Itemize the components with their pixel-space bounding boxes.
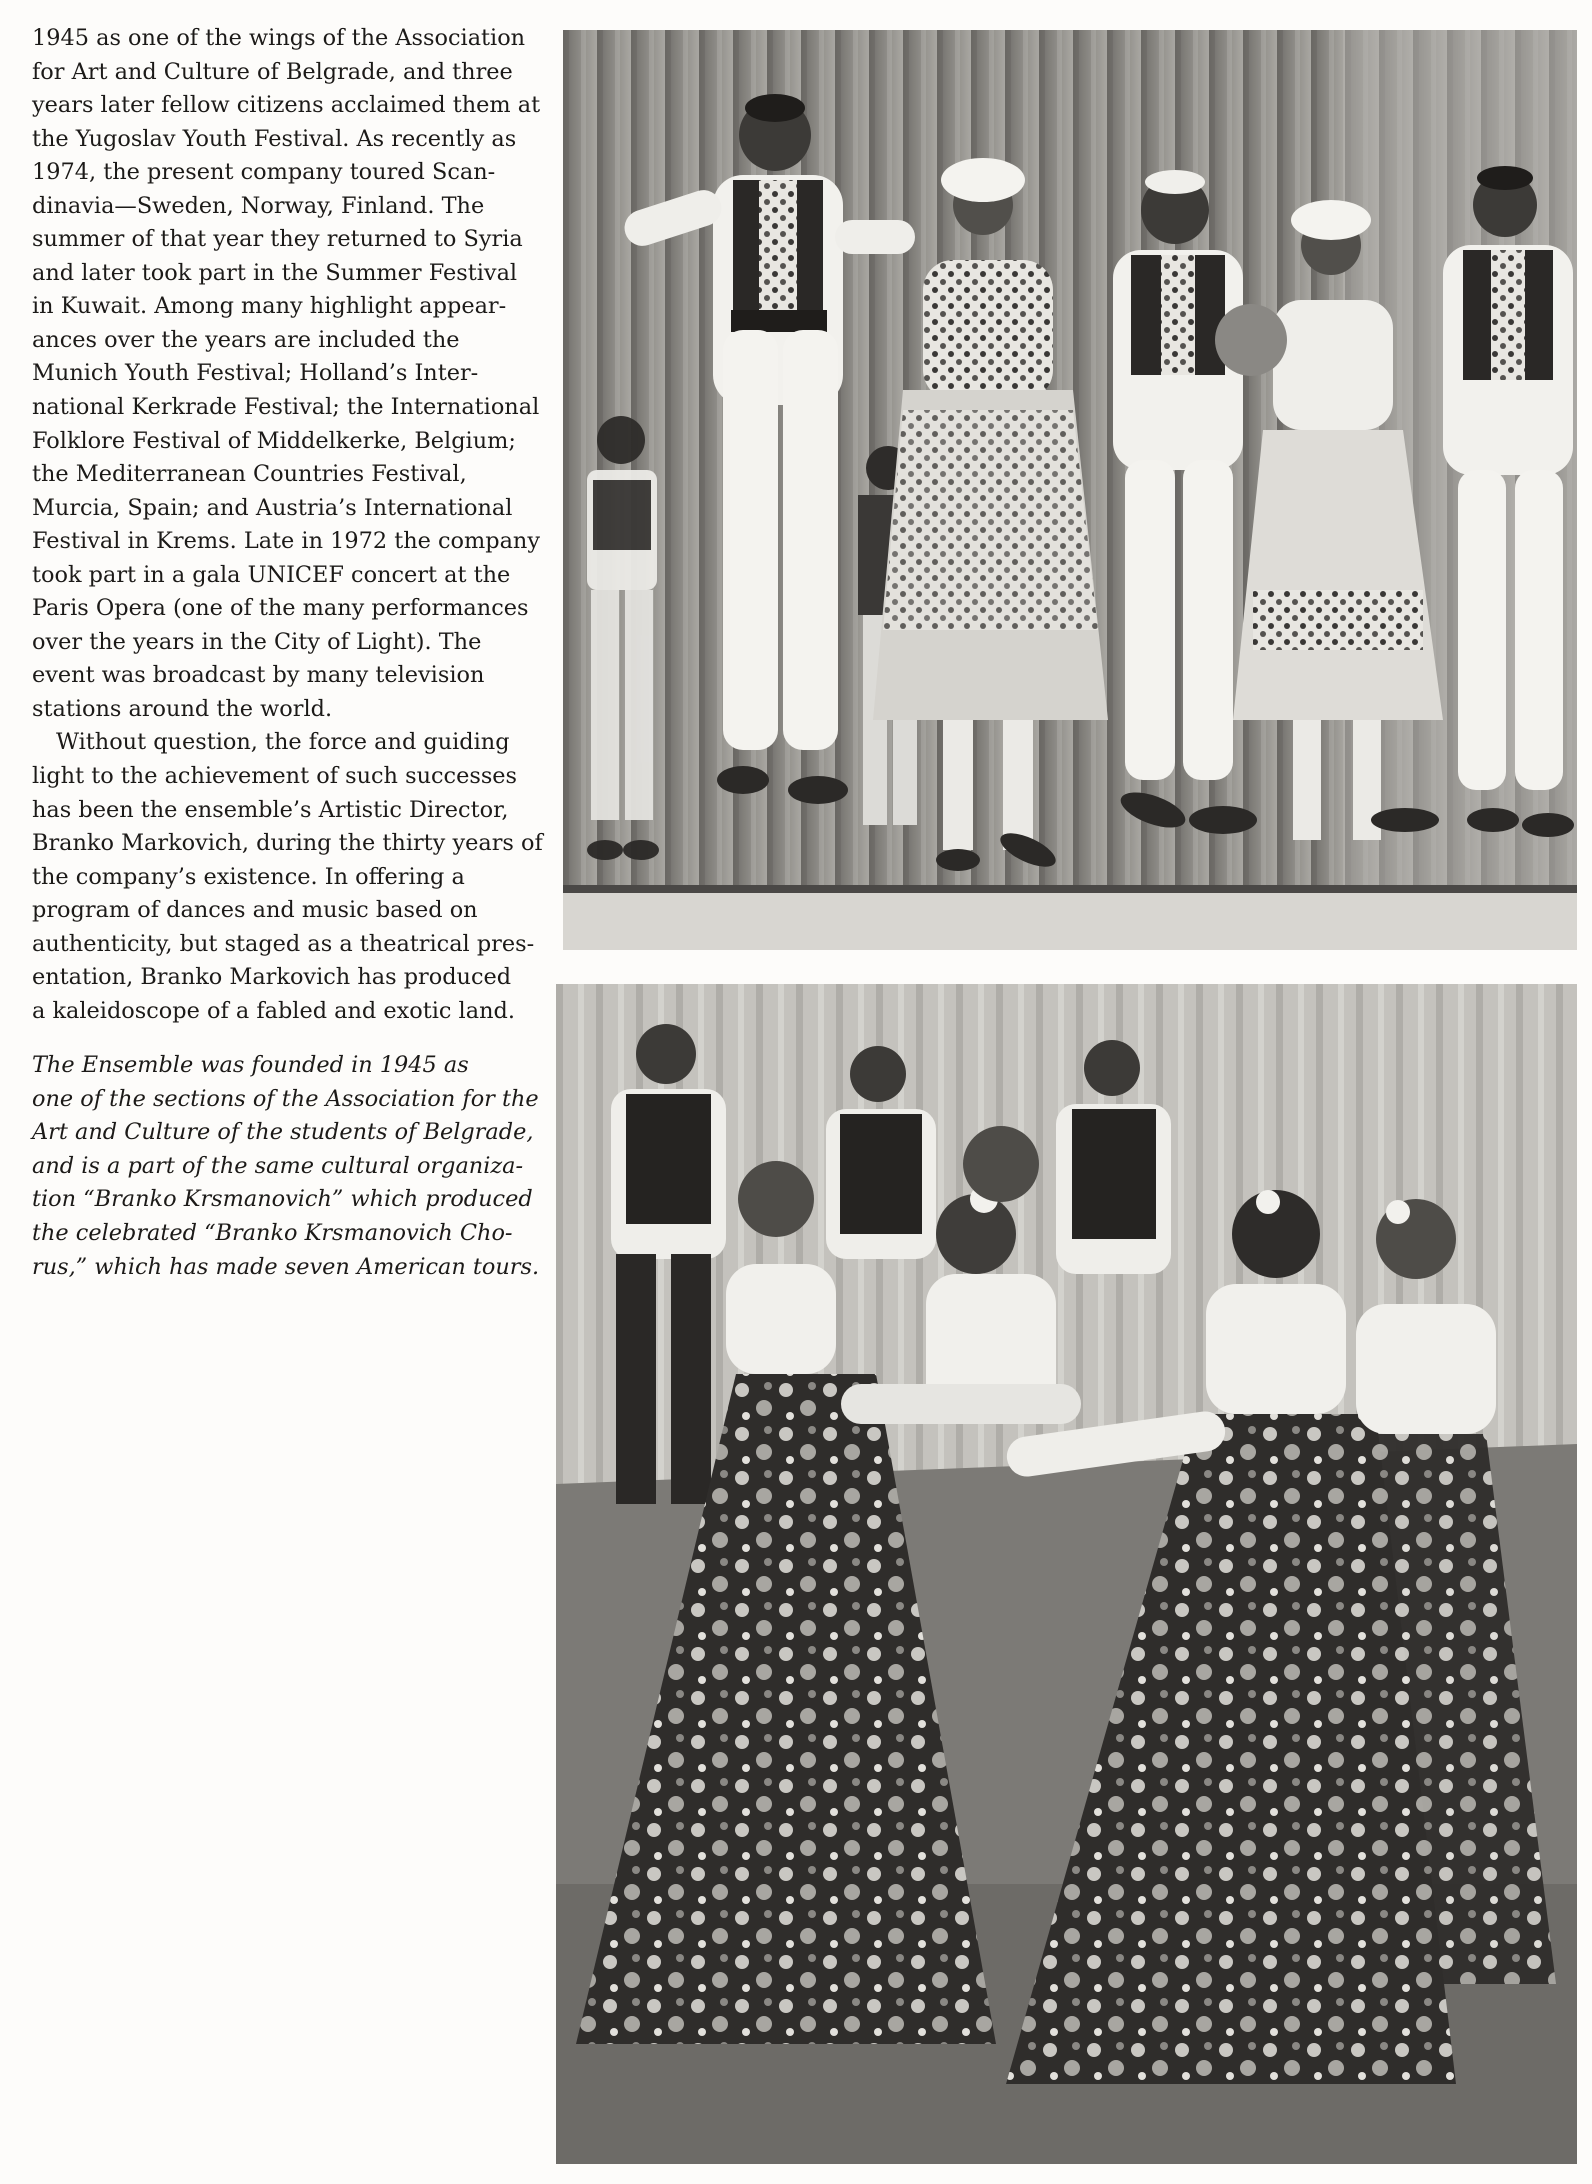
text-line: entation, Branko Markovich has produced (32, 964, 512, 991)
caption-line: the celebrated “Branko Krsmanovich Cho- (32, 1219, 513, 1246)
text-line: program of dances and music based on (32, 897, 478, 924)
text-line: Folklore Festival of Middelkerke, Belgium; (32, 427, 516, 454)
text-line: the Mediterranean Countries Festival, (32, 461, 467, 488)
text-line: Munich Youth Festival; Holland’s Inter- (32, 360, 479, 387)
paragraph-1 (32, 22, 541, 726)
photo-circle-dance (556, 984, 1577, 2164)
leaping-dancers-illustration (563, 30, 1577, 950)
text-line: stations around the world. (32, 695, 333, 722)
text-line: 1974, the present company toured Scan- (32, 159, 496, 186)
text-line: the Yugoslav Youth Festival. As recently as (32, 125, 517, 152)
photo-caption (32, 1049, 540, 1284)
caption-line: The Ensemble was founded in 1945 as (32, 1052, 469, 1078)
caption-line: tion “Branko Krsmanovich” which produced (32, 1186, 533, 1213)
caption-line: and is a part of the same cultural organiza- (32, 1152, 524, 1179)
text-line: for Art and Culture of Belgrade, and three (32, 58, 513, 85)
text-line: event was broadcast by many television (32, 662, 485, 689)
text-line: and later took part in the Summer Festival (32, 259, 518, 286)
body-text-column (32, 22, 543, 1028)
text-line: in Kuwait. Among many highlight appear- (32, 293, 507, 320)
text-line: over the years in the City of Light). The (32, 628, 482, 655)
text-line: a kaleidoscope of a fabled and exotic land. (32, 997, 515, 1024)
text-line: summer of that year they returned to Syria (32, 226, 523, 253)
text-line: dinavia—Sweden, Norway, Finland. The (32, 192, 485, 219)
caption-line: one of the sections of the Association for the (32, 1085, 539, 1112)
text-line: ances over the years are included the (32, 326, 460, 353)
text-line: 1945 as one of the wings of the Association (32, 25, 526, 51)
text-line: years later fellow citizens acclaimed them at (32, 92, 541, 119)
text-line: Paris Opera (one of the many performances (32, 595, 529, 622)
text-line: Branko Markovich, during the thirty years of (32, 830, 543, 857)
circle-dance-illustration (556, 984, 1577, 2164)
text-line: has been the ensemble’s Artistic Director, (32, 796, 509, 823)
text-line: the company’s existence. In offering a (32, 863, 465, 890)
text-line: national Kerkrade Festival; the International (32, 394, 540, 421)
text-line: Murcia, Spain; and Austria’s International (32, 494, 513, 521)
paragraph-2 (32, 726, 543, 1028)
caption-line: rus,” which has made seven American tours. (32, 1253, 540, 1280)
caption-line: Art and Culture of the students of Belgrade, (32, 1119, 534, 1146)
text-line: light to the achievement of such successes (32, 763, 518, 790)
text-line: authenticity, but staged as a theatrical pres- (32, 930, 535, 957)
text-line: took part in a gala UNICEF concert at the (32, 561, 511, 588)
text-line: Without question, the force and guiding (56, 729, 510, 756)
text-line: Festival in Krems. Late in 1972 the company (32, 528, 540, 555)
photo-leaping-dancers (563, 30, 1577, 950)
